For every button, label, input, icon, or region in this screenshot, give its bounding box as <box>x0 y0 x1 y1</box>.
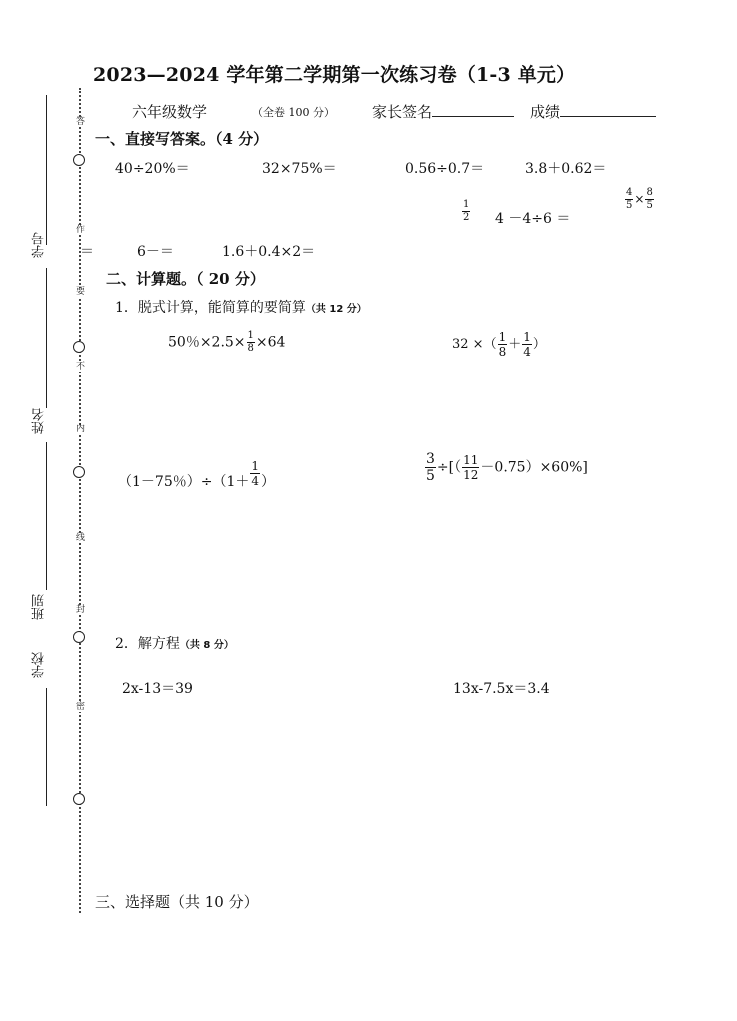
seal-char: 线 <box>76 533 86 543</box>
label-name: 姓名 <box>32 408 47 434</box>
seal-char: 封 <box>76 605 86 615</box>
fraction: $\frac{3}{5}$ <box>426 451 435 484</box>
seal-char: 内 <box>76 424 86 434</box>
fraction: $\frac{11}{12}$ <box>463 452 479 482</box>
seal-char: 不 <box>76 362 86 372</box>
calc-problem-1: 50％×2.5× $\frac{1}{8}$ ×64 <box>168 330 286 354</box>
problem-1-2: 32×75%＝ <box>262 161 337 177</box>
equation-1: 2x-13＝39 <box>122 681 193 697</box>
seal-char: 作 <box>76 225 86 235</box>
equals-sign: ＝ <box>80 244 94 260</box>
binding-circle <box>73 341 85 353</box>
seal-char: 要 <box>76 287 86 297</box>
section2-heading: 二、计算题。（ 20 分） <box>106 270 265 288</box>
margin-line <box>46 442 47 590</box>
fraction: $\frac{1}{4}$ <box>251 459 259 488</box>
seal-char: 密 <box>76 702 86 712</box>
subsection-1-note: （共 12 分） <box>305 304 367 315</box>
binding-circle <box>73 154 85 166</box>
score-field[interactable] <box>530 101 656 122</box>
calc-problem-3: （1－75％）÷（1＋ $\frac{1}{4}$ ） <box>118 459 275 490</box>
subsection-1-label: 1．脱式计算，能简算的要简算 <box>115 300 306 316</box>
fraction: $\frac{1}{2}$ <box>463 199 470 223</box>
subsection-2-label: 2．解方程 <box>115 636 180 652</box>
seal-char: 答 <box>76 117 86 127</box>
calc-problem-2: 32 ×（ $\frac{1}{8}$ ＋ $\frac{1}{4}$ ） <box>452 330 546 359</box>
margin-line <box>46 95 47 245</box>
grade-subject: 六年级数学 <box>132 103 208 121</box>
times-sign: × <box>634 192 645 206</box>
problem-1-3: 0.56÷0.7＝ <box>405 161 485 177</box>
subsection-2-note: （共 8 分） <box>179 640 234 651</box>
problem-1-8: 1.6＋0.4×2＝ <box>222 244 316 260</box>
problem-1-5: 4 －4÷6 ＝ <box>495 211 571 227</box>
equation-2: 13x-7.5x＝3.4 <box>453 681 550 697</box>
section3-heading: 三、选择题（共 10 分） <box>95 893 259 911</box>
label-school: 学校 <box>32 652 47 678</box>
fraction: $\frac{1}{8}$ <box>498 330 507 359</box>
label-class: 班别 <box>32 594 47 620</box>
margin-line <box>46 688 47 806</box>
problem-1-1: 40÷20%＝ <box>115 161 190 177</box>
problem-1-6 <box>624 188 655 211</box>
parent-signature-label: 家长签名 <box>372 103 433 121</box>
full-marks: （全卷 100 分） <box>252 106 335 119</box>
binding-circle <box>73 466 85 478</box>
fraction-half <box>461 200 471 223</box>
page-title: 2023—2024 学年第二学期第一次练习卷（1-3 单元） <box>93 64 576 86</box>
fraction: $\frac{8}{5}$ <box>646 187 653 211</box>
dotted-binding-line <box>79 88 81 913</box>
subsection-2-heading <box>115 633 234 653</box>
binding-circle <box>73 631 85 643</box>
signature-blank[interactable] <box>432 103 514 117</box>
subsection-1-heading <box>115 297 367 317</box>
problem-1-7: 6－＝ <box>137 244 174 260</box>
parent-signature-field[interactable] <box>372 101 514 122</box>
fraction: $\frac{4}{5}$ <box>626 187 633 211</box>
label-student-number: 学号 <box>32 232 47 258</box>
binding-circle <box>73 793 85 805</box>
margin-line <box>46 268 47 408</box>
problem-1-4: 3.8＋0.62＝ <box>525 161 607 177</box>
calc-problem-4: $\frac{3}{5}$ ÷[（ $\frac{11}{12}$ －0.75）×60%] <box>426 451 588 484</box>
fraction: $\frac{1}{8}$ <box>247 330 254 354</box>
score-label: 成绩 <box>530 103 561 121</box>
score-blank[interactable] <box>560 103 656 117</box>
fraction: $\frac{1}{4}$ <box>523 330 531 359</box>
section1-heading: 一、直接写答案。（4 分） <box>95 130 269 148</box>
